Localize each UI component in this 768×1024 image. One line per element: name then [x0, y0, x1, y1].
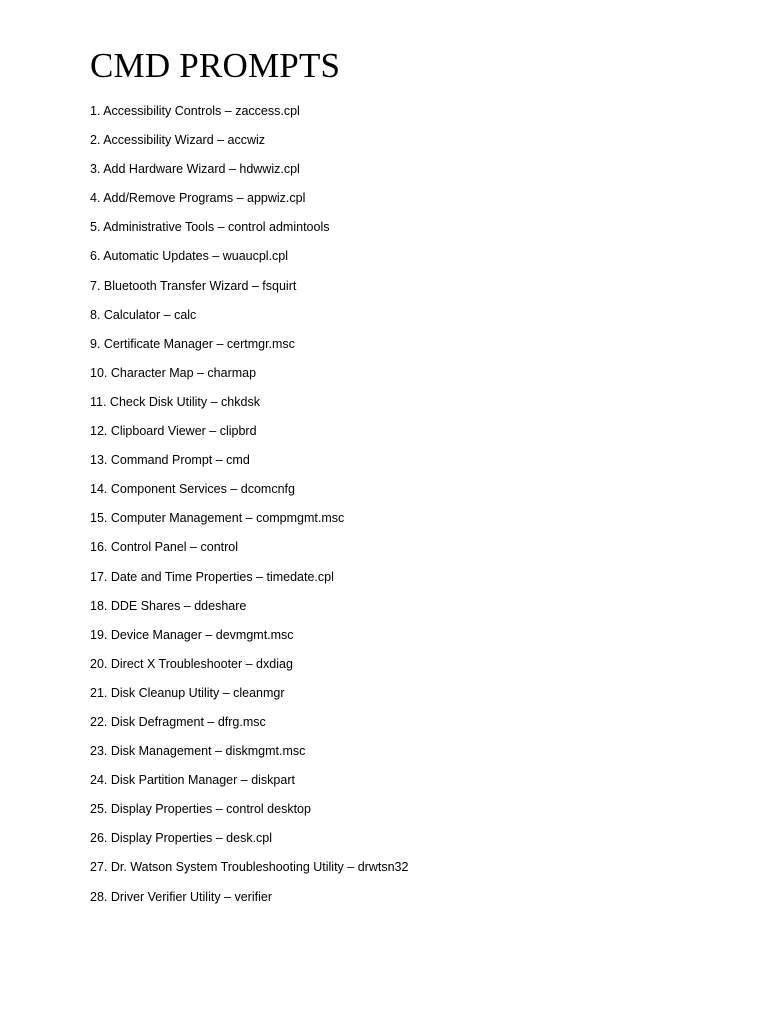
list-item: 11. Check Disk Utility – chkdsk [90, 394, 260, 409]
list-item: 19. Device Manager – devmgmt.msc [90, 627, 294, 642]
list-item: 28. Driver Verifier Utility – verifier [90, 889, 272, 904]
list-item: 4. Add/Remove Programs – appwiz.cpl [90, 191, 306, 206]
list-item: 26. Display Properties – desk.cpl [90, 831, 273, 846]
list-item: 24. Disk Partition Manager – diskpart [90, 773, 295, 788]
list-item: 3. Add Hardware Wizard – hdwwiz.cpl [90, 162, 300, 177]
list-item: 1. Accessibility Controls – zaccess.cpl [90, 104, 300, 118]
list-item: 21. Disk Cleanup Utility – cleanmgr [90, 685, 285, 700]
list-item: 20. Direct X Troubleshooter – dxdiag [90, 656, 293, 671]
list-item: 15. Computer Management – compmgmt.msc [90, 511, 345, 526]
command-list [90, 100, 730, 915]
list-item: 14. Component Services – dcomcnfg [90, 482, 295, 497]
list-item: 27. Dr. Watson System Troubleshooting Utility – drwtsn32 [90, 860, 409, 875]
list-item: 12. Clipboard Viewer – clipbrd [90, 424, 257, 439]
list-item: 16. Control Panel – control [90, 540, 239, 555]
list-item: 23. Disk Management – diskmgmt.msc [90, 744, 306, 759]
list-item: 9. Certificate Manager – certmgr.msc [90, 336, 295, 351]
list-item: 17. Date and Time Properties – timedate.cpl [90, 569, 334, 584]
list-item: 10. Character Map – charmap [90, 365, 257, 380]
list-item: 2. Accessibility Wizard – accwiz [90, 133, 266, 148]
list-item: 22. Disk Defragment – dfrg.msc [90, 714, 266, 729]
list-item: 8. Calculator – calc [90, 307, 197, 322]
list-item: 13. Command Prompt – cmd [90, 453, 250, 468]
list-item: 7. Bluetooth Transfer Wizard – fsquirt [90, 278, 297, 293]
list-item: 25. Display Properties – control desktop [90, 802, 311, 817]
list-item: 6. Automatic Updates – wuaucpl.cpl [90, 249, 289, 264]
list-item: 5. Administrative Tools – control admintools [90, 220, 330, 235]
list-item: 18. DDE Shares – ddeshare [90, 598, 247, 613]
page-title: CMD PROMPTS [90, 46, 341, 85]
